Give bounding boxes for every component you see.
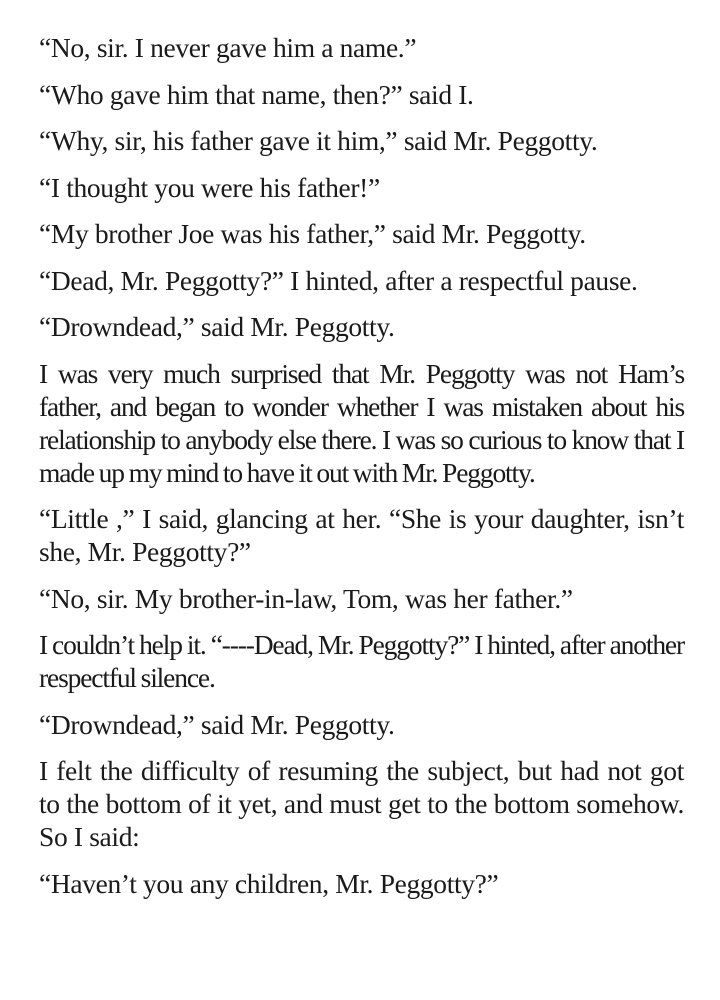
paragraph-11: I couldn’t help it. “----Dead, Mr. Peggotty?” I hinted, after another respectful silence. bbox=[39, 629, 684, 693]
book-page bbox=[39, 31, 684, 913]
paragraph-12: “Drowndead,” said Mr. Peggotty. bbox=[39, 708, 395, 740]
paragraph-3: “Why, sir, his father gave it him,” said Mr. Peggotty. bbox=[39, 125, 598, 156]
paragraph-6: “Dead, Mr. Peggotty?” I hinted, after a respectful pause. bbox=[39, 264, 638, 296]
paragraph-2: “Who gave him that name, then?” said I. bbox=[39, 78, 474, 110]
paragraph-4: “I thought you were his father!” bbox=[39, 171, 380, 203]
paragraph-1: “No, sir. I never gave him a name.” bbox=[39, 32, 417, 63]
paragraph-10: “No, sir. My brother-in-law, Tom, was her father.” bbox=[39, 582, 573, 614]
paragraph-7: “Drowndead,” said Mr. Peggotty. bbox=[39, 311, 395, 342]
paragraph-8: I was very much surprised that Mr. Peggotty was not Ham’s father, and began to wonder whether I was mistaken about his relationship to anybody else there. I was so curious to know that I made up my mind to have it out with Mr. Peggotty. bbox=[39, 357, 684, 488]
paragraph-5: “My brother Joe was his father,” said Mr. Peggotty. bbox=[39, 218, 586, 249]
paragraph-14: “Haven’t you any children, Mr. Peggotty?” bbox=[39, 867, 499, 899]
paragraph-9: “Little ,” I said, glancing at her. “She is your daughter, isn’t she, Mr. Peggotty?” bbox=[39, 503, 684, 567]
paragraph-13: I felt the difficulty of resuming the subject, but had not got to the bottom of it yet, and must get to the bottom somehow. So I said: bbox=[39, 755, 684, 852]
